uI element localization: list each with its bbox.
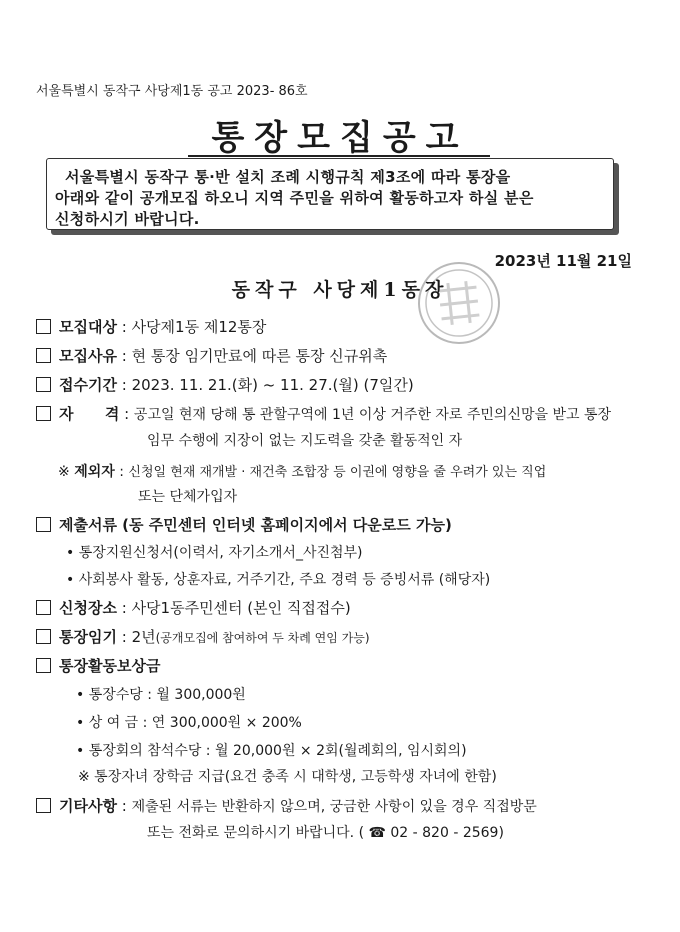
list-item: • 상 여 금 : 연 300,000원 × 200% [76, 715, 302, 731]
list-item-text: 상 여 금 : 연 300,000원 × 200% [88, 715, 302, 731]
intro-line: 서울특별시 동작구 통·반 설치 조례 시행규칙 제3조에 따라 통장을 [65, 168, 511, 186]
section-reason: 모집사유 : 현 통장 임기만료에 따른 통장 신규위촉 [36, 345, 387, 366]
checkbox-icon [36, 600, 51, 615]
seal-graphic [416, 260, 502, 346]
intro-line: 신청하시기 바랍니다. [55, 210, 200, 228]
section-target: 모집대상 : 사당제1동 제12통장 [36, 316, 266, 337]
section-label: 제외자 [74, 464, 115, 480]
section-value: 사당제1동 제12통장 [131, 318, 267, 336]
section-label: 모집대상 [59, 318, 117, 336]
checkbox-icon [36, 629, 51, 644]
section-value: 신청일 현재 재개발 · 재건축 조합장 등 이권에 영향을 줄 우려가 있는 직업 [128, 465, 547, 480]
section-qualification: 자 격 : 공고일 현재 당해 통 관할구역에 1년 이상 거주한 자로 주민의신망을 받고 통장 [36, 403, 611, 424]
section-label: 기타사항 [59, 797, 117, 815]
section-exclusion: ※ 제외자 : 신청일 현재 재개발 · 재건축 조합장 등 이권에 영향을 줄 우려가 있는 직업 [58, 464, 547, 480]
page-title: 통장모집공고 [211, 118, 469, 158]
official-seal [414, 258, 504, 348]
notice-number: 서울특별시 동작구 사당제1동 공고 2023- 86호 [36, 84, 308, 99]
section-value: 사당1동주민센터 (본인 직접접수) [131, 599, 351, 617]
checkbox-icon [36, 798, 51, 813]
section-value: 2년 [131, 628, 156, 646]
title-underline [188, 155, 490, 157]
section-documents [36, 514, 452, 535]
section-label: 신청장소 [59, 599, 117, 617]
section-label: 접수기간 [59, 376, 117, 394]
intro-box [46, 158, 614, 230]
section-label: 자 격 [59, 405, 120, 423]
list-item-text: 사회봉사 활동, 상훈자료, 거주기간, 주요 경력 등 증빙서류 (해당자) [78, 572, 491, 588]
list-item-text: 통장수당 : 월 300,000원 [88, 687, 246, 703]
term-note: (공개모집에 참여하여 두 차례 연임 가능) [155, 631, 370, 645]
checkbox-icon [36, 517, 51, 532]
other-line2: 또는 전화로 문의하시기 바랍니다. ( ☎ 02 - 820 - 2569) [147, 825, 504, 841]
compensation-note: ※ 통장자녀 장학금 지급(요건 충족 시 대학생, 고등학생 자녀에 한함) [78, 769, 497, 785]
notice-date: 2023년 11월 21일 [494, 252, 632, 270]
list-item: • 통장수당 : 월 300,000원 [76, 687, 246, 703]
section-label: 통장임기 [59, 628, 117, 646]
list-item: • 통장지원신청서(이력서, 자기소개서_사진첨부) [66, 545, 363, 561]
exclusion-line2: 또는 단체가입자 [138, 489, 238, 505]
checkbox-icon [36, 406, 51, 421]
section-label: 모집사유 [59, 347, 117, 365]
intro-line: 아래와 같이 공개모집 하오니 지역 주민을 위하여 활동하고자 하실 분은 [55, 189, 534, 207]
list-item-text: 통장지원신청서(이력서, 자기소개서_사진첨부) [78, 545, 363, 561]
section-compensation [36, 655, 160, 676]
section-value: 공고일 현재 당해 통 관할구역에 1년 이상 거주한 자로 주민의신망을 받고 통장 [133, 407, 612, 423]
reference-mark: ※ [58, 464, 70, 480]
checkbox-icon [36, 658, 51, 673]
list-item: • 통장회의 참석수당 : 월 20,000원 × 2회(월례회의, 임시회의) [76, 743, 467, 759]
checkbox-icon [36, 377, 51, 392]
section-term: 통장임기 : 2년(공개모집에 참여하여 두 차례 연임 가능) [36, 626, 370, 647]
section-value: 현 통장 임기만료에 따른 통장 신규위촉 [131, 347, 388, 365]
section-other: 기타사항 : 제출된 서류는 반환하지 않으며, 궁금한 사항이 있을 경우 직접방문 [36, 795, 537, 816]
qualification-line2: 임무 수행에 지장이 없는 지도력을 갖춘 활동적인 자 [147, 433, 463, 449]
checkbox-icon [36, 348, 51, 363]
section-place: 신청장소 : 사당1동주민센터 (본인 직접접수) [36, 597, 351, 618]
list-item-text: 통장회의 참석수당 : 월 20,000원 × 2회(월례회의, 임시회의) [88, 743, 467, 759]
list-item: • 사회봉사 활동, 상훈자료, 거주기간, 주요 경력 등 증빙서류 (해당자) [66, 572, 491, 588]
section-value: 2023. 11. 21.(화) ~ 11. 27.(월) (7일간) [131, 376, 414, 394]
section-period: 접수기간 : 2023. 11. 21.(화) ~ 11. 27.(월) (7일간) [36, 374, 414, 395]
section-label: 제출서류 (동 주민센터 인터넷 홈페이지에서 다운로드 가능) [59, 516, 452, 534]
section-label: 통장활동보상금 [59, 657, 161, 675]
issuer-name: 동작구 사당제1동장 [231, 279, 449, 301]
checkbox-icon [36, 319, 51, 334]
section-value: 제출된 서류는 반환하지 않으며, 궁금한 사항이 있을 경우 직접방문 [131, 799, 537, 815]
